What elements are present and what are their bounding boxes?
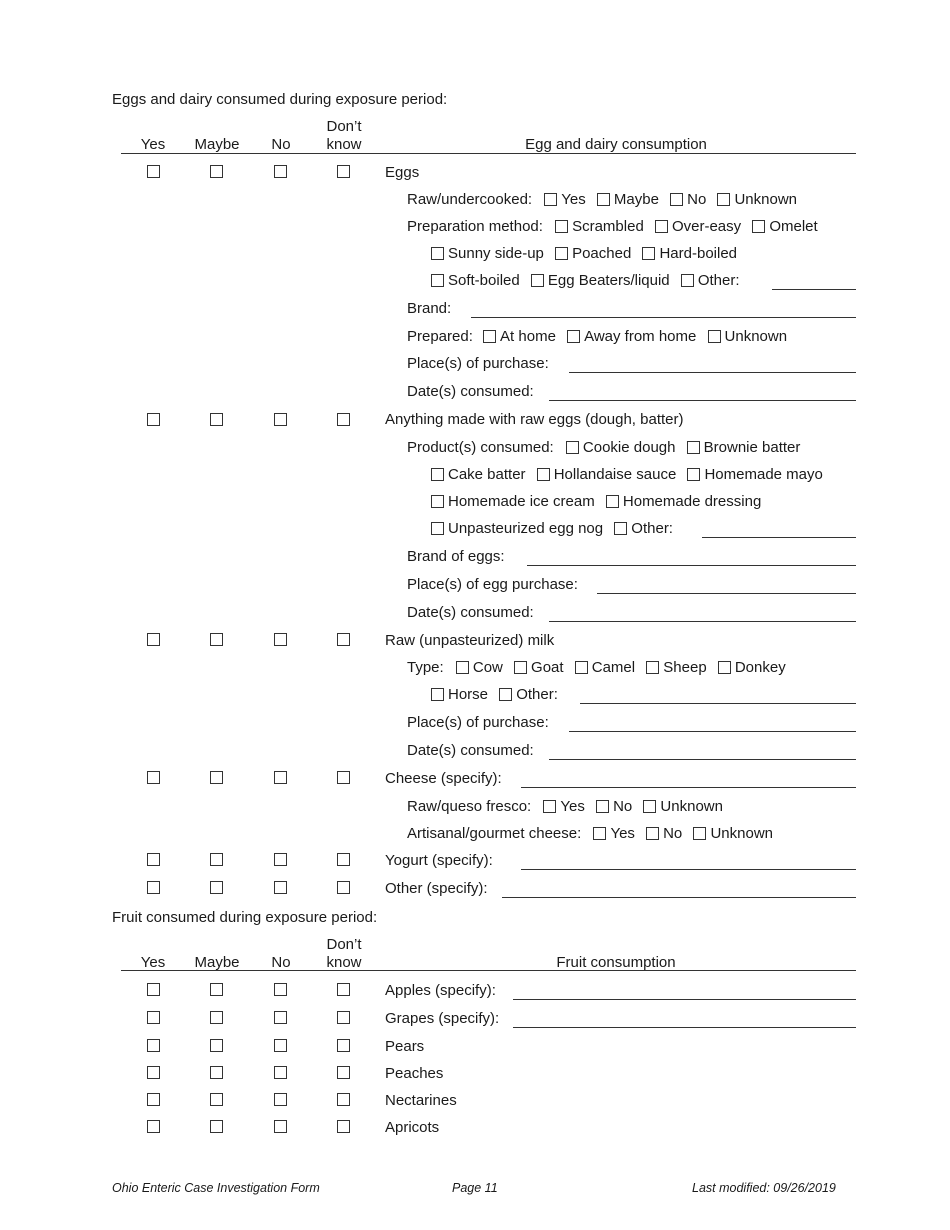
milk-sheep-checkbox[interactable] xyxy=(646,661,659,674)
apples-no-checkbox[interactable] xyxy=(274,983,287,996)
item-apricots: Apricots xyxy=(385,1119,440,1136)
pears-no-checkbox[interactable] xyxy=(274,1039,287,1052)
cheese-no-checkbox[interactable] xyxy=(274,771,287,784)
raw-milk-dont-know-checkbox[interactable] xyxy=(337,633,350,646)
cheese-artisanal-label: Artisanal/gourmet cheese: xyxy=(407,825,582,842)
option-label: Other: xyxy=(697,272,740,289)
raw-eggs-brand-label: Brand of eggs: xyxy=(407,548,505,565)
eggs-raw-row xyxy=(407,191,797,208)
nectarines-dont-know-checkbox[interactable] xyxy=(337,1093,350,1106)
eggs-raw-maybe-checkbox[interactable] xyxy=(597,193,610,206)
milk-place-field[interactable] xyxy=(569,731,856,732)
prep-over-easy-checkbox[interactable] xyxy=(655,220,668,233)
item-raw-milk: Raw (unpasteurized) milk xyxy=(385,632,555,649)
raw-eggs-product-label: Product(s) consumed: xyxy=(407,439,554,456)
raw-milk-maybe-checkbox[interactable] xyxy=(210,633,223,646)
option-label: Omelet xyxy=(769,218,818,235)
option-label: At home xyxy=(500,328,556,345)
eggs-prep-row-3 xyxy=(431,272,740,289)
product-homemade-ice-cream-checkbox[interactable] xyxy=(431,495,444,508)
option-label: Unpasteurized egg nog xyxy=(448,520,604,537)
eggs-date-label: Date(s) consumed: xyxy=(407,383,534,400)
raw-eggs-product-row xyxy=(407,439,800,456)
option-label: Other: xyxy=(516,686,558,703)
eggs-prepared-row xyxy=(407,328,787,345)
item-cheese: Cheese (specify): xyxy=(385,770,502,787)
col-header-maybe: Maybe xyxy=(194,136,240,153)
pears-maybe-checkbox[interactable] xyxy=(210,1039,223,1052)
item-pears: Pears xyxy=(385,1038,425,1055)
apricots-dont-know-checkbox[interactable] xyxy=(337,1120,350,1133)
milk-type-row-2 xyxy=(431,686,558,703)
raw-milk-no-checkbox[interactable] xyxy=(274,633,287,646)
product-brownie-batter-checkbox[interactable] xyxy=(687,441,700,454)
item-raw-eggs: Anything made with raw eggs (dough, batter) xyxy=(385,411,684,428)
col-header-dont: Don’t xyxy=(326,936,362,953)
apricots-maybe-checkbox[interactable] xyxy=(210,1120,223,1133)
option-label: Yes xyxy=(610,825,635,842)
milk-donkey-checkbox[interactable] xyxy=(718,661,731,674)
yogurt-maybe-checkbox[interactable] xyxy=(210,853,223,866)
artisanal-unknown-checkbox[interactable] xyxy=(693,827,706,840)
option-label: Cookie dough xyxy=(582,439,676,456)
nectarines-no-checkbox[interactable] xyxy=(274,1093,287,1106)
col-header-know: know xyxy=(326,954,362,971)
item-peaches: Peaches xyxy=(385,1065,444,1082)
other-dont-know-checkbox[interactable] xyxy=(337,881,350,894)
milk-camel-checkbox[interactable] xyxy=(575,661,588,674)
nectarines-maybe-checkbox[interactable] xyxy=(210,1093,223,1106)
fruit-section-title: Fruit consumed during exposure period: xyxy=(112,909,378,926)
option-label: Soft-boiled xyxy=(448,272,520,289)
option-label: Homemade ice cream xyxy=(448,493,595,510)
queso-yes-checkbox[interactable] xyxy=(543,800,556,813)
eggs-prep-row-2 xyxy=(431,245,737,262)
cheese-queso-row xyxy=(407,798,723,815)
col-header-maybe: Maybe xyxy=(194,954,240,971)
raw-eggs-date-label: Date(s) consumed: xyxy=(407,604,534,621)
option-label: Horse xyxy=(448,686,489,703)
apples-maybe-checkbox[interactable] xyxy=(210,983,223,996)
grapes-no-checkbox[interactable] xyxy=(274,1011,287,1024)
eggs-place-label: Place(s) of purchase: xyxy=(407,355,549,372)
milk-place-label: Place(s) of purchase: xyxy=(407,714,549,731)
eggs-dairy-section-title: Eggs and dairy consumed during exposure period: xyxy=(112,91,448,108)
raw-eggs-no-checkbox[interactable] xyxy=(274,413,287,426)
raw-eggs-product-row-2 xyxy=(431,466,823,483)
nectarines-yes-checkbox[interactable] xyxy=(147,1093,160,1106)
artisanal-yes-checkbox[interactable] xyxy=(593,827,606,840)
raw-eggs-product-row-3 xyxy=(431,493,761,510)
milk-date-label: Date(s) consumed: xyxy=(407,742,534,759)
pears-dont-know-checkbox[interactable] xyxy=(337,1039,350,1052)
col-header-know: know xyxy=(326,136,362,153)
item-yogurt: Yogurt (specify): xyxy=(385,852,493,869)
milk-goat-checkbox[interactable] xyxy=(514,661,527,674)
prep-omelet-checkbox[interactable] xyxy=(752,220,765,233)
option-label: Yes xyxy=(561,191,586,208)
product-homemade-mayo-checkbox[interactable] xyxy=(687,468,700,481)
eggs-raw-unknown-checkbox[interactable] xyxy=(717,193,730,206)
option-label: Cow xyxy=(472,659,503,676)
option-label: Over-easy xyxy=(671,218,742,235)
cheese-queso-label: Raw/queso fresco: xyxy=(407,798,532,815)
option-label: Away from home xyxy=(584,328,697,345)
prepared-away-checkbox[interactable] xyxy=(567,330,580,343)
raw-eggs-brand-field[interactable] xyxy=(527,565,856,566)
eggs-dont-know-checkbox[interactable] xyxy=(337,165,350,178)
option-label: Other: xyxy=(631,520,673,537)
col-header-fruit: Fruit consumption xyxy=(556,954,676,971)
item-other: Other (specify): xyxy=(385,880,488,897)
queso-unknown-checkbox[interactable] xyxy=(643,800,656,813)
option-label: Homemade dressing xyxy=(622,493,762,510)
col-header-dont: Don’t xyxy=(326,118,362,135)
col-header-yes: Yes xyxy=(140,136,166,153)
milk-other-checkbox[interactable] xyxy=(499,688,512,701)
eggs-prep-label: Preparation method: xyxy=(407,218,543,235)
header-rule xyxy=(121,970,856,971)
product-egg-nog-checkbox[interactable] xyxy=(431,522,444,535)
apples-yes-checkbox[interactable] xyxy=(147,983,160,996)
eggs-raw-no-checkbox[interactable] xyxy=(670,193,683,206)
milk-horse-checkbox[interactable] xyxy=(431,688,444,701)
item-nectarines: Nectarines xyxy=(385,1092,457,1109)
grapes-specify-field[interactable] xyxy=(513,1027,856,1028)
option-label: Brownie batter xyxy=(703,439,801,456)
option-label: No xyxy=(687,191,707,208)
option-label: Homemade mayo xyxy=(704,466,823,483)
option-label: Sheep xyxy=(663,659,707,676)
option-label: Unknown xyxy=(660,798,723,815)
option-label: No xyxy=(613,798,633,815)
option-label: Yes xyxy=(560,798,585,815)
queso-no-checkbox[interactable] xyxy=(596,800,609,813)
eggs-date-field[interactable] xyxy=(549,400,856,401)
option-label: Hollandaise sauce xyxy=(553,466,677,483)
prep-other-field[interactable] xyxy=(772,289,856,290)
prep-poached-checkbox[interactable] xyxy=(555,247,568,260)
yogurt-yes-checkbox[interactable] xyxy=(147,853,160,866)
cheese-dont-know-checkbox[interactable] xyxy=(337,771,350,784)
apples-specify-field[interactable] xyxy=(513,999,856,1000)
apricots-no-checkbox[interactable] xyxy=(274,1120,287,1133)
prep-soft-boiled-checkbox[interactable] xyxy=(431,274,444,287)
option-label: Sunny side-up xyxy=(448,245,544,262)
yogurt-no-checkbox[interactable] xyxy=(274,853,287,866)
raw-eggs-product-row-4 xyxy=(431,520,673,537)
option-label: Poached xyxy=(572,245,632,262)
yogurt-specify-field[interactable] xyxy=(521,869,856,870)
eggs-prep-row xyxy=(407,218,818,235)
raw-eggs-dont-know-checkbox[interactable] xyxy=(337,413,350,426)
col-header-no: No xyxy=(271,954,291,971)
milk-other-field[interactable] xyxy=(580,703,856,704)
other-yes-checkbox[interactable] xyxy=(147,881,160,894)
prep-sunny-side-up-checkbox[interactable] xyxy=(431,247,444,260)
option-label: Unknown xyxy=(734,191,798,208)
other-specify-field[interactable] xyxy=(502,897,856,898)
eggs-raw-yes-checkbox[interactable] xyxy=(544,193,557,206)
eggs-place-field[interactable] xyxy=(569,372,856,373)
grapes-yes-checkbox[interactable] xyxy=(147,1011,160,1024)
product-cake-batter-checkbox[interactable] xyxy=(431,468,444,481)
eggs-prepared-label: Prepared: xyxy=(407,328,473,345)
product-other-field[interactable] xyxy=(702,537,856,538)
milk-type-row xyxy=(407,659,786,676)
other-no-checkbox[interactable] xyxy=(274,881,287,894)
eggs-maybe-checkbox[interactable] xyxy=(210,165,223,178)
milk-date-field[interactable] xyxy=(549,759,856,760)
eggs-yes-checkbox[interactable] xyxy=(147,165,160,178)
product-other-checkbox[interactable] xyxy=(614,522,627,535)
eggs-brand-field[interactable] xyxy=(471,317,856,318)
option-label: Maybe xyxy=(613,191,659,208)
cheese-artisanal-row xyxy=(407,825,773,842)
product-homemade-dressing-checkbox[interactable] xyxy=(606,495,619,508)
raw-eggs-maybe-checkbox[interactable] xyxy=(210,413,223,426)
footer-form-name: Ohio Enteric Case Investigation Form xyxy=(112,1181,320,1195)
option-label: Unknown xyxy=(710,825,773,842)
col-header-yes: Yes xyxy=(140,954,166,971)
yogurt-dont-know-checkbox[interactable] xyxy=(337,853,350,866)
raw-eggs-yes-checkbox[interactable] xyxy=(147,413,160,426)
prep-egg-beaters-checkbox[interactable] xyxy=(531,274,544,287)
cheese-yes-checkbox[interactable] xyxy=(147,771,160,784)
grapes-dont-know-checkbox[interactable] xyxy=(337,1011,350,1024)
footer-last-modified: Last modified: 09/26/2019 xyxy=(692,1181,836,1195)
footer-page-number: Page 11 xyxy=(452,1181,498,1195)
apricots-yes-checkbox[interactable] xyxy=(147,1120,160,1133)
prep-other-checkbox[interactable] xyxy=(681,274,694,287)
option-label: Scrambled xyxy=(572,218,644,235)
option-label: Goat xyxy=(531,659,564,676)
pears-yes-checkbox[interactable] xyxy=(147,1039,160,1052)
prep-scrambled-checkbox[interactable] xyxy=(555,220,568,233)
raw-eggs-date-field[interactable] xyxy=(549,621,856,622)
header-rule xyxy=(121,153,856,154)
col-header-egg-dairy: Egg and dairy consumption xyxy=(525,136,707,153)
option-label: Hard-boiled xyxy=(659,245,738,262)
item-apples: Apples (specify): xyxy=(385,982,496,999)
raw-milk-yes-checkbox[interactable] xyxy=(147,633,160,646)
other-maybe-checkbox[interactable] xyxy=(210,881,223,894)
peaches-dont-know-checkbox[interactable] xyxy=(337,1066,350,1079)
artisanal-no-checkbox[interactable] xyxy=(646,827,659,840)
prep-hard-boiled-checkbox[interactable] xyxy=(642,247,655,260)
milk-cow-checkbox[interactable] xyxy=(456,661,469,674)
peaches-yes-checkbox[interactable] xyxy=(147,1066,160,1079)
peaches-no-checkbox[interactable] xyxy=(274,1066,287,1079)
eggs-brand-label: Brand: xyxy=(407,300,452,317)
cheese-maybe-checkbox[interactable] xyxy=(210,771,223,784)
option-label: Cake batter xyxy=(448,466,526,483)
peaches-maybe-checkbox[interactable] xyxy=(210,1066,223,1079)
option-label: Camel xyxy=(591,659,636,676)
prepared-at-home-checkbox[interactable] xyxy=(483,330,496,343)
product-cookie-dough-checkbox[interactable] xyxy=(566,441,579,454)
raw-eggs-place-field[interactable] xyxy=(597,593,856,594)
option-label: Unknown xyxy=(724,328,788,345)
col-header-no: No xyxy=(271,136,291,153)
cheese-specify-field[interactable] xyxy=(521,787,856,788)
option-label: Donkey xyxy=(734,659,786,676)
apples-dont-know-checkbox[interactable] xyxy=(337,983,350,996)
milk-type-label: Type: xyxy=(407,659,444,676)
item-eggs: Eggs xyxy=(385,164,420,181)
grapes-maybe-checkbox[interactable] xyxy=(210,1011,223,1024)
eggs-no-checkbox[interactable] xyxy=(274,165,287,178)
option-label: Egg Beaters/liquid xyxy=(547,272,670,289)
item-grapes: Grapes (specify): xyxy=(385,1010,500,1027)
raw-eggs-place-label: Place(s) of egg purchase: xyxy=(407,576,578,593)
prepared-unknown-checkbox[interactable] xyxy=(708,330,721,343)
eggs-raw-label: Raw/undercooked: xyxy=(407,191,533,208)
option-label: No xyxy=(663,825,683,842)
product-hollandaise-checkbox[interactable] xyxy=(537,468,550,481)
